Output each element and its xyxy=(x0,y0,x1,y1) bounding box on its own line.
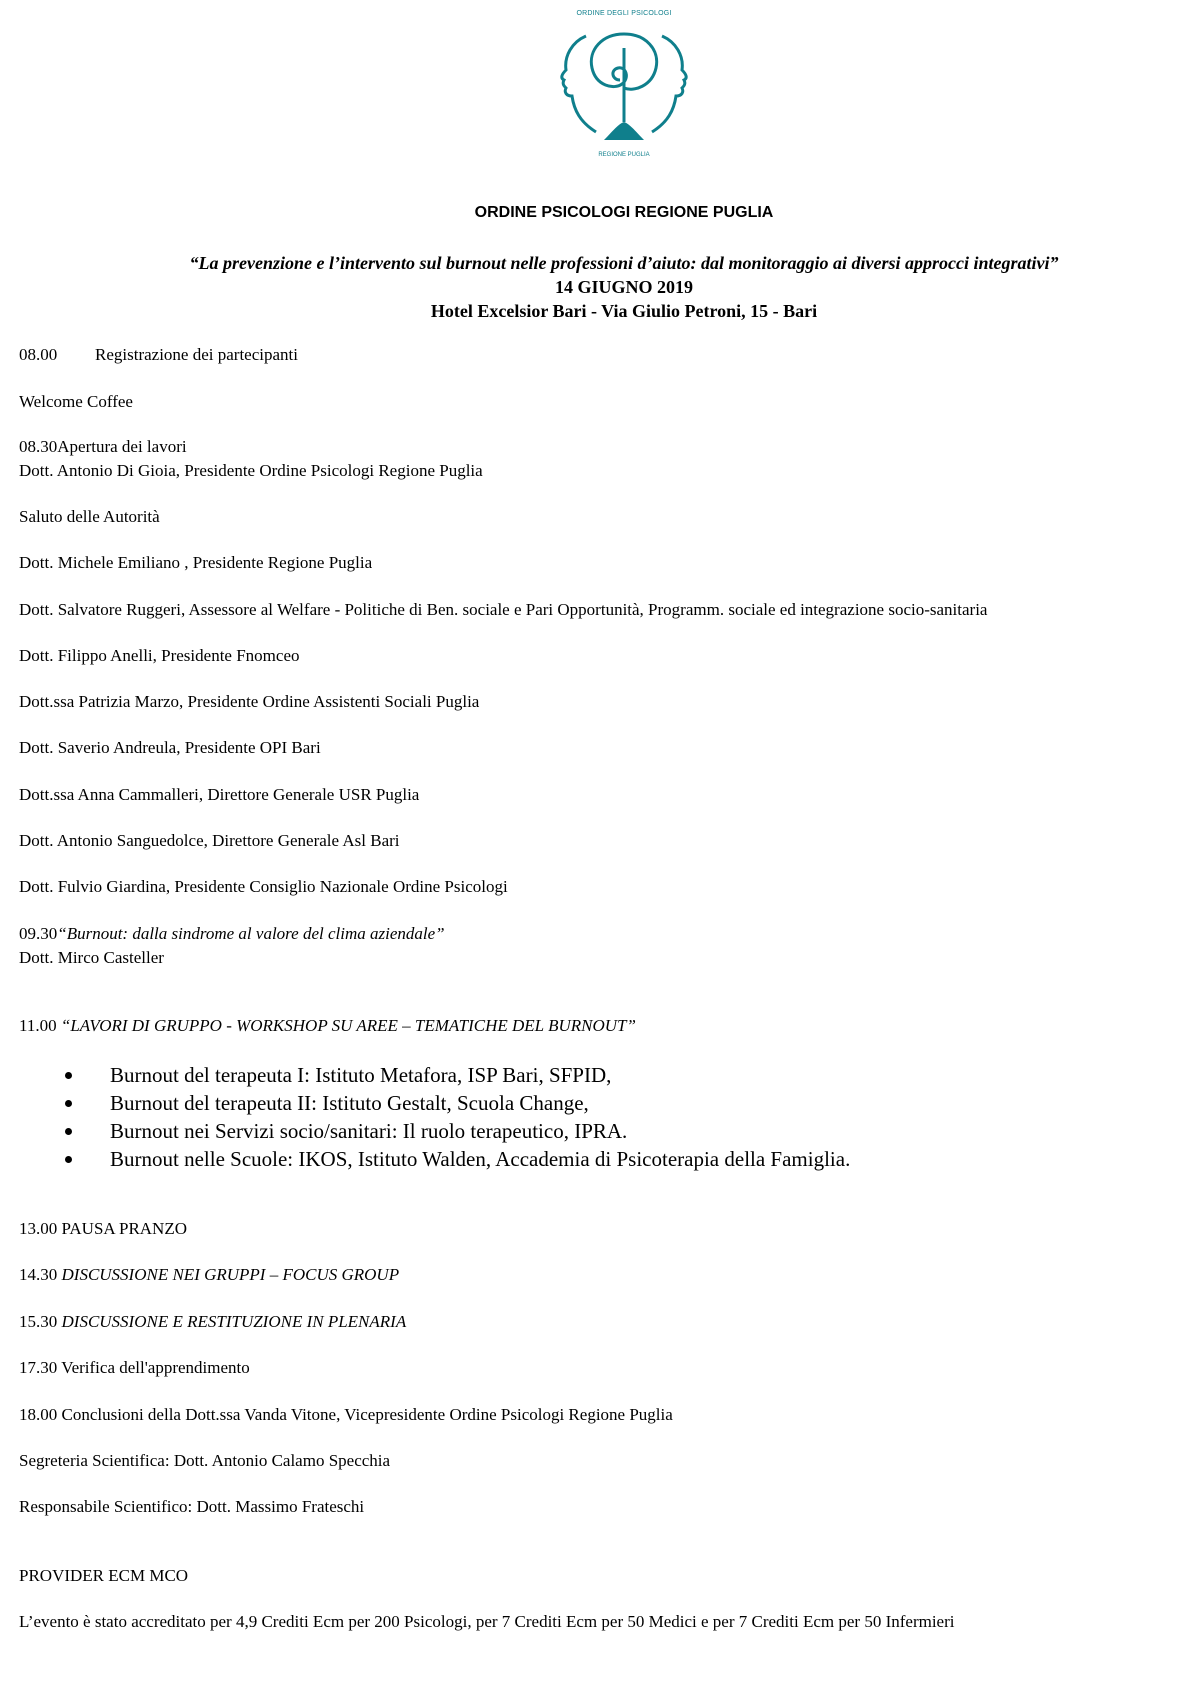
logo-top-text: ORDINE DEGLI PSICOLOGI xyxy=(576,10,672,17)
program-talk xyxy=(19,922,445,970)
plenary-text: DISCUSSIONE E RESTITUZIONE IN PLENARIA xyxy=(61,1312,407,1331)
bullet-icon xyxy=(65,1100,72,1107)
registration-text: Registrazione dei partecipanti xyxy=(95,345,298,364)
program-greetings: Saluto delle Autorità xyxy=(19,507,160,526)
scientific-secretariat: Segreteria Scientifica: Dott. Antonio Calamo Specchia xyxy=(19,1451,391,1470)
program-welcome: Welcome Coffee xyxy=(19,392,133,411)
verify-text: Verifica dell'apprendimento xyxy=(61,1358,250,1377)
event-date: 14 GIUGNO 2019 xyxy=(554,277,693,297)
workshop-item: Burnout nei Servizi socio/sanitari: Il ruolo terapeutico, IPRA. xyxy=(110,1119,628,1143)
verify-time: 17.30 xyxy=(19,1358,58,1377)
workshop-item: Burnout del terapeuta II: Istituto Gestalt, Scuola Change, xyxy=(110,1091,589,1115)
talk-speaker: Dott. Mirco Casteller xyxy=(19,948,164,967)
talk-title: “Burnout: dalla sindrome al valore del clima aziendale” xyxy=(57,924,445,943)
list-item xyxy=(19,1117,850,1145)
authority-item: Dott. Salvatore Ruggeri, Assessore al Welfare - Politiche di Ben. sociale e Pari Opportunità, Programm. sociale ed integrazione socio-sanitaria xyxy=(19,600,988,619)
talk-time: 09.30 xyxy=(19,924,58,943)
event-subtitle: “La prevenzione e l’intervento sul burnout nelle professioni d’aiuto: dal monitoraggio ai diversi approcci integrativi” xyxy=(189,253,1059,273)
conclusions-text: Conclusioni della Dott.ssa Vanda Vitone, Vicepresidente Ordine Psicologi Regione Puglia xyxy=(61,1405,673,1424)
opening-time: 08.30 xyxy=(19,437,58,456)
event-venue: Hotel Excelsior Bari - Via Giulio Petroni, 15 - Bari xyxy=(430,301,818,321)
organization-title: ORDINE PSICOLOGI REGIONE PUGLIA xyxy=(474,204,774,221)
list-item xyxy=(19,1145,850,1173)
workshop-list xyxy=(19,1061,850,1173)
provider: PROVIDER ECM MCO xyxy=(19,1566,189,1585)
program-opening xyxy=(19,435,483,483)
authority-item: Dott. Filippo Anelli, Presidente Fnomceo xyxy=(19,646,300,665)
program-verify xyxy=(19,1356,250,1380)
psi-logo-icon xyxy=(550,24,698,152)
opening-text: Apertura dei lavori xyxy=(57,437,187,456)
program-lunch xyxy=(19,1217,187,1241)
authority-item: Dott.ssa Patrizia Marzo, Presidente Ordine Assistenti Sociali Puglia xyxy=(19,692,480,711)
program-workshop xyxy=(19,1014,636,1038)
workshop-item: Burnout del terapeuta I: Istituto Metafora, ISP Bari, SFPID, xyxy=(110,1063,612,1087)
plenary-time: 15.30 xyxy=(19,1312,58,1331)
bullet-icon xyxy=(65,1128,72,1135)
workshop-time: 11.00 xyxy=(19,1016,57,1035)
focus-time: 14.30 xyxy=(19,1265,58,1284)
focus-text: DISCUSSIONE NEI GRUPPI – FOCUS GROUP xyxy=(61,1265,400,1284)
authority-item: Dott. Antonio Sanguedolce, Direttore Generale Asl Bari xyxy=(19,831,400,850)
registration-time: 08.00 xyxy=(19,345,58,364)
list-item xyxy=(19,1061,850,1089)
authority-item: Dott.ssa Anna Cammalleri, Direttore Generale USR Puglia xyxy=(19,785,420,804)
program-registration xyxy=(19,343,298,367)
program-focus xyxy=(19,1263,399,1287)
logo-bottom-text: REGIONE PUGLIA xyxy=(598,152,650,158)
workshop-title: “LAVORI DI GRUPPO - WORKSHOP SU AREE – TEMATICHE DEL BURNOUT” xyxy=(60,1016,636,1035)
bullet-icon xyxy=(65,1156,72,1163)
program-conclusions xyxy=(19,1403,673,1427)
lunch-time: 13.00 xyxy=(19,1219,58,1238)
credits-note: L’evento è stato accreditato per 4,9 Crediti Ecm per 200 Psicologi, per 7 Crediti Ecm per 50 Medici e per 7 Crediti Ecm per 50 Infermieri xyxy=(19,1612,955,1631)
opening-speaker: Dott. Antonio Di Gioia, Presidente Ordine Psicologi Regione Puglia xyxy=(19,461,483,480)
authority-item: Dott. Saverio Andreula, Presidente OPI Bari xyxy=(19,738,321,757)
bullet-icon xyxy=(65,1072,72,1079)
workshop-item: Burnout nelle Scuole: IKOS, Istituto Walden, Accademia di Psicoterapia della Famiglia. xyxy=(110,1147,851,1171)
logo xyxy=(550,8,698,168)
conclusions-time: 18.00 xyxy=(19,1405,58,1424)
list-item xyxy=(19,1089,850,1117)
authority-item: Dott. Michele Emiliano , Presidente Regione Puglia xyxy=(19,553,373,572)
scientific-responsible: Responsabile Scientifico: Dott. Massimo Frateschi xyxy=(19,1497,365,1516)
program-plenary xyxy=(19,1310,406,1334)
lunch-text: PAUSA PRANZO xyxy=(61,1219,187,1238)
authority-item: Dott. Fulvio Giardina, Presidente Consiglio Nazionale Ordine Psicologi xyxy=(19,877,508,896)
